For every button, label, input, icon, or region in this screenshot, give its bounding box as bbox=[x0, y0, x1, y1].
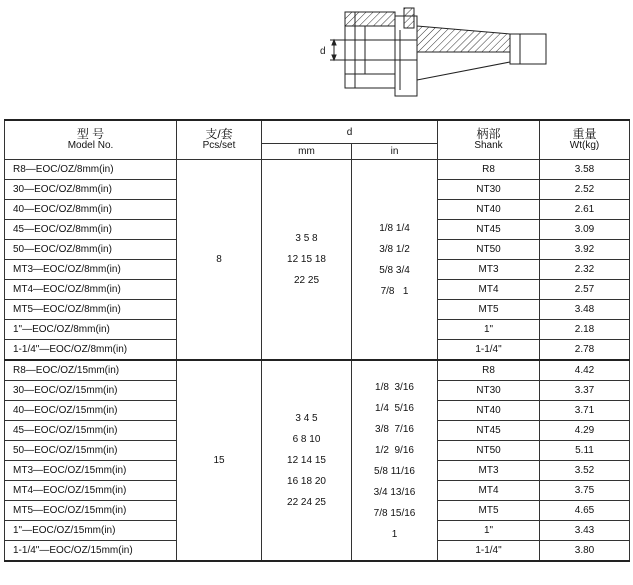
d-header: d bbox=[262, 120, 438, 144]
weight-cell: 5.11 bbox=[540, 441, 630, 461]
shank-cell: NT40 bbox=[438, 401, 540, 421]
model-cell: 1-1/4"—EOC/OZ/8mm(in) bbox=[5, 340, 177, 361]
mm-size-line: 6 8 10 bbox=[292, 434, 321, 445]
in-size-line: 1/8 1/4 bbox=[379, 222, 410, 234]
weight-header: 重量 Wt(kg) bbox=[540, 120, 630, 160]
mm-sizes-cell bbox=[262, 160, 352, 361]
mm-size-line: 16 18 20 bbox=[287, 476, 326, 487]
model-cell: MT4—EOC/OZ/8mm(in) bbox=[5, 280, 177, 300]
weight-cell: 3.92 bbox=[540, 240, 630, 260]
mm-size-line: 22 25 bbox=[293, 275, 320, 286]
in-size-line: 7/8 15/16 bbox=[373, 507, 416, 519]
shank-cell: NT50 bbox=[438, 240, 540, 260]
mm-size-line: 3 4 5 bbox=[295, 413, 318, 424]
in-size-line: 1/2 9/16 bbox=[375, 444, 414, 456]
pcs-header: 支/套 Pcs/set bbox=[177, 120, 262, 160]
shank-cell: NT40 bbox=[438, 200, 540, 220]
in-size-line: 1/4 5/16 bbox=[375, 402, 414, 414]
model-cell: MT4—EOC/OZ/15mm(in) bbox=[5, 481, 177, 501]
in-sizes-cell bbox=[352, 360, 438, 561]
table-row bbox=[5, 360, 630, 381]
shank-cell: MT5 bbox=[438, 501, 540, 521]
mm-size-line: 22 24 25 bbox=[287, 497, 326, 508]
pcs-cell: 15 bbox=[177, 360, 262, 561]
model-cell: 30—EOC/OZ/8mm(in) bbox=[5, 180, 177, 200]
shank-cell: MT3 bbox=[438, 260, 540, 280]
in-size-line: 3/4 13/16 bbox=[373, 486, 416, 498]
in-size-line: 5/8 3/4 bbox=[379, 264, 410, 276]
in-size-line: 1/8 3/16 bbox=[375, 381, 414, 393]
weight-cell: 3.37 bbox=[540, 381, 630, 401]
weight-cell: 4.65 bbox=[540, 501, 630, 521]
diameter-label: d bbox=[320, 46, 326, 57]
tool-holder-drawing bbox=[300, 0, 560, 110]
weight-cell: 2.57 bbox=[540, 280, 630, 300]
model-cell: MT5—EOC/OZ/8mm(in) bbox=[5, 300, 177, 320]
model-cell: 30—EOC/OZ/15mm(in) bbox=[5, 381, 177, 401]
mm-sizes-cell bbox=[262, 360, 352, 561]
specification-table bbox=[4, 119, 630, 562]
shank-header: 柄部 Shank bbox=[438, 120, 540, 160]
shank-cell: NT45 bbox=[438, 220, 540, 240]
model-cell: 40—EOC/OZ/15mm(in) bbox=[5, 401, 177, 421]
shank-cell: 1-1/4" bbox=[438, 340, 540, 361]
in-size-line: 7/8 1 bbox=[380, 285, 409, 297]
shank-cell: R8 bbox=[438, 160, 540, 180]
weight-cell: 4.29 bbox=[540, 421, 630, 441]
model-cell: R8—EOC/OZ/15mm(in) bbox=[5, 360, 177, 381]
model-cell: 50—EOC/OZ/8mm(in) bbox=[5, 240, 177, 260]
shank-cell: 1-1/4" bbox=[438, 541, 540, 562]
weight-cell: 3.52 bbox=[540, 461, 630, 481]
table-header-row bbox=[5, 120, 630, 144]
weight-cell: 2.52 bbox=[540, 180, 630, 200]
weight-cell: 3.48 bbox=[540, 300, 630, 320]
in-size-line: 1 bbox=[391, 528, 398, 540]
weight-cell: 3.71 bbox=[540, 401, 630, 421]
shank-cell: MT4 bbox=[438, 280, 540, 300]
in-subheader: in bbox=[352, 144, 438, 160]
shank-cell: MT3 bbox=[438, 461, 540, 481]
shank-cell: R8 bbox=[438, 360, 540, 381]
weight-cell: 3.58 bbox=[540, 160, 630, 180]
model-cell: 40—EOC/OZ/8mm(in) bbox=[5, 200, 177, 220]
weight-cell: 2.78 bbox=[540, 340, 630, 361]
shank-cell: NT50 bbox=[438, 441, 540, 461]
weight-cell: 3.09 bbox=[540, 220, 630, 240]
table-row bbox=[5, 160, 630, 180]
shank-cell: 1" bbox=[438, 320, 540, 340]
weight-cell: 2.32 bbox=[540, 260, 630, 280]
weight-cell: 3.80 bbox=[540, 541, 630, 562]
in-size-line: 3/8 7/16 bbox=[375, 423, 414, 435]
mm-subheader: mm bbox=[262, 144, 352, 160]
weight-cell: 3.43 bbox=[540, 521, 630, 541]
weight-cell: 4.42 bbox=[540, 360, 630, 381]
pcs-cell: 8 bbox=[177, 160, 262, 361]
model-cell: MT3—EOC/OZ/15mm(in) bbox=[5, 461, 177, 481]
shank-cell: 1" bbox=[438, 521, 540, 541]
mm-size-line: 12 15 18 bbox=[287, 254, 326, 265]
model-cell: R8—EOC/OZ/8mm(in) bbox=[5, 160, 177, 180]
in-sizes-cell bbox=[352, 160, 438, 361]
model-cell: 45—EOC/OZ/15mm(in) bbox=[5, 421, 177, 441]
weight-cell: 2.61 bbox=[540, 200, 630, 220]
shank-cell: MT4 bbox=[438, 481, 540, 501]
model-cell: MT3—EOC/OZ/8mm(in) bbox=[5, 260, 177, 280]
in-size-line: 3/8 1/2 bbox=[379, 243, 410, 255]
model-header: 型 号 Model No. bbox=[5, 120, 177, 160]
mm-size-line: 3 5 8 bbox=[295, 233, 318, 244]
shank-cell: NT45 bbox=[438, 421, 540, 441]
model-cell: 1"—EOC/OZ/8mm(in) bbox=[5, 320, 177, 340]
shank-cell: NT30 bbox=[438, 180, 540, 200]
model-cell: 1"—EOC/OZ/15mm(in) bbox=[5, 521, 177, 541]
model-cell: 45—EOC/OZ/8mm(in) bbox=[5, 220, 177, 240]
model-cell: 50—EOC/OZ/15mm(in) bbox=[5, 441, 177, 461]
in-size-line: 5/8 11/16 bbox=[374, 465, 415, 477]
weight-cell: 2.18 bbox=[540, 320, 630, 340]
model-cell: MT5—EOC/OZ/15mm(in) bbox=[5, 501, 177, 521]
weight-cell: 3.75 bbox=[540, 481, 630, 501]
shank-cell: NT30 bbox=[438, 381, 540, 401]
shank-cell: MT5 bbox=[438, 300, 540, 320]
model-cell: 1-1/4"—EOC/OZ/15mm(in) bbox=[5, 541, 177, 562]
mm-size-line: 12 14 15 bbox=[287, 455, 326, 466]
